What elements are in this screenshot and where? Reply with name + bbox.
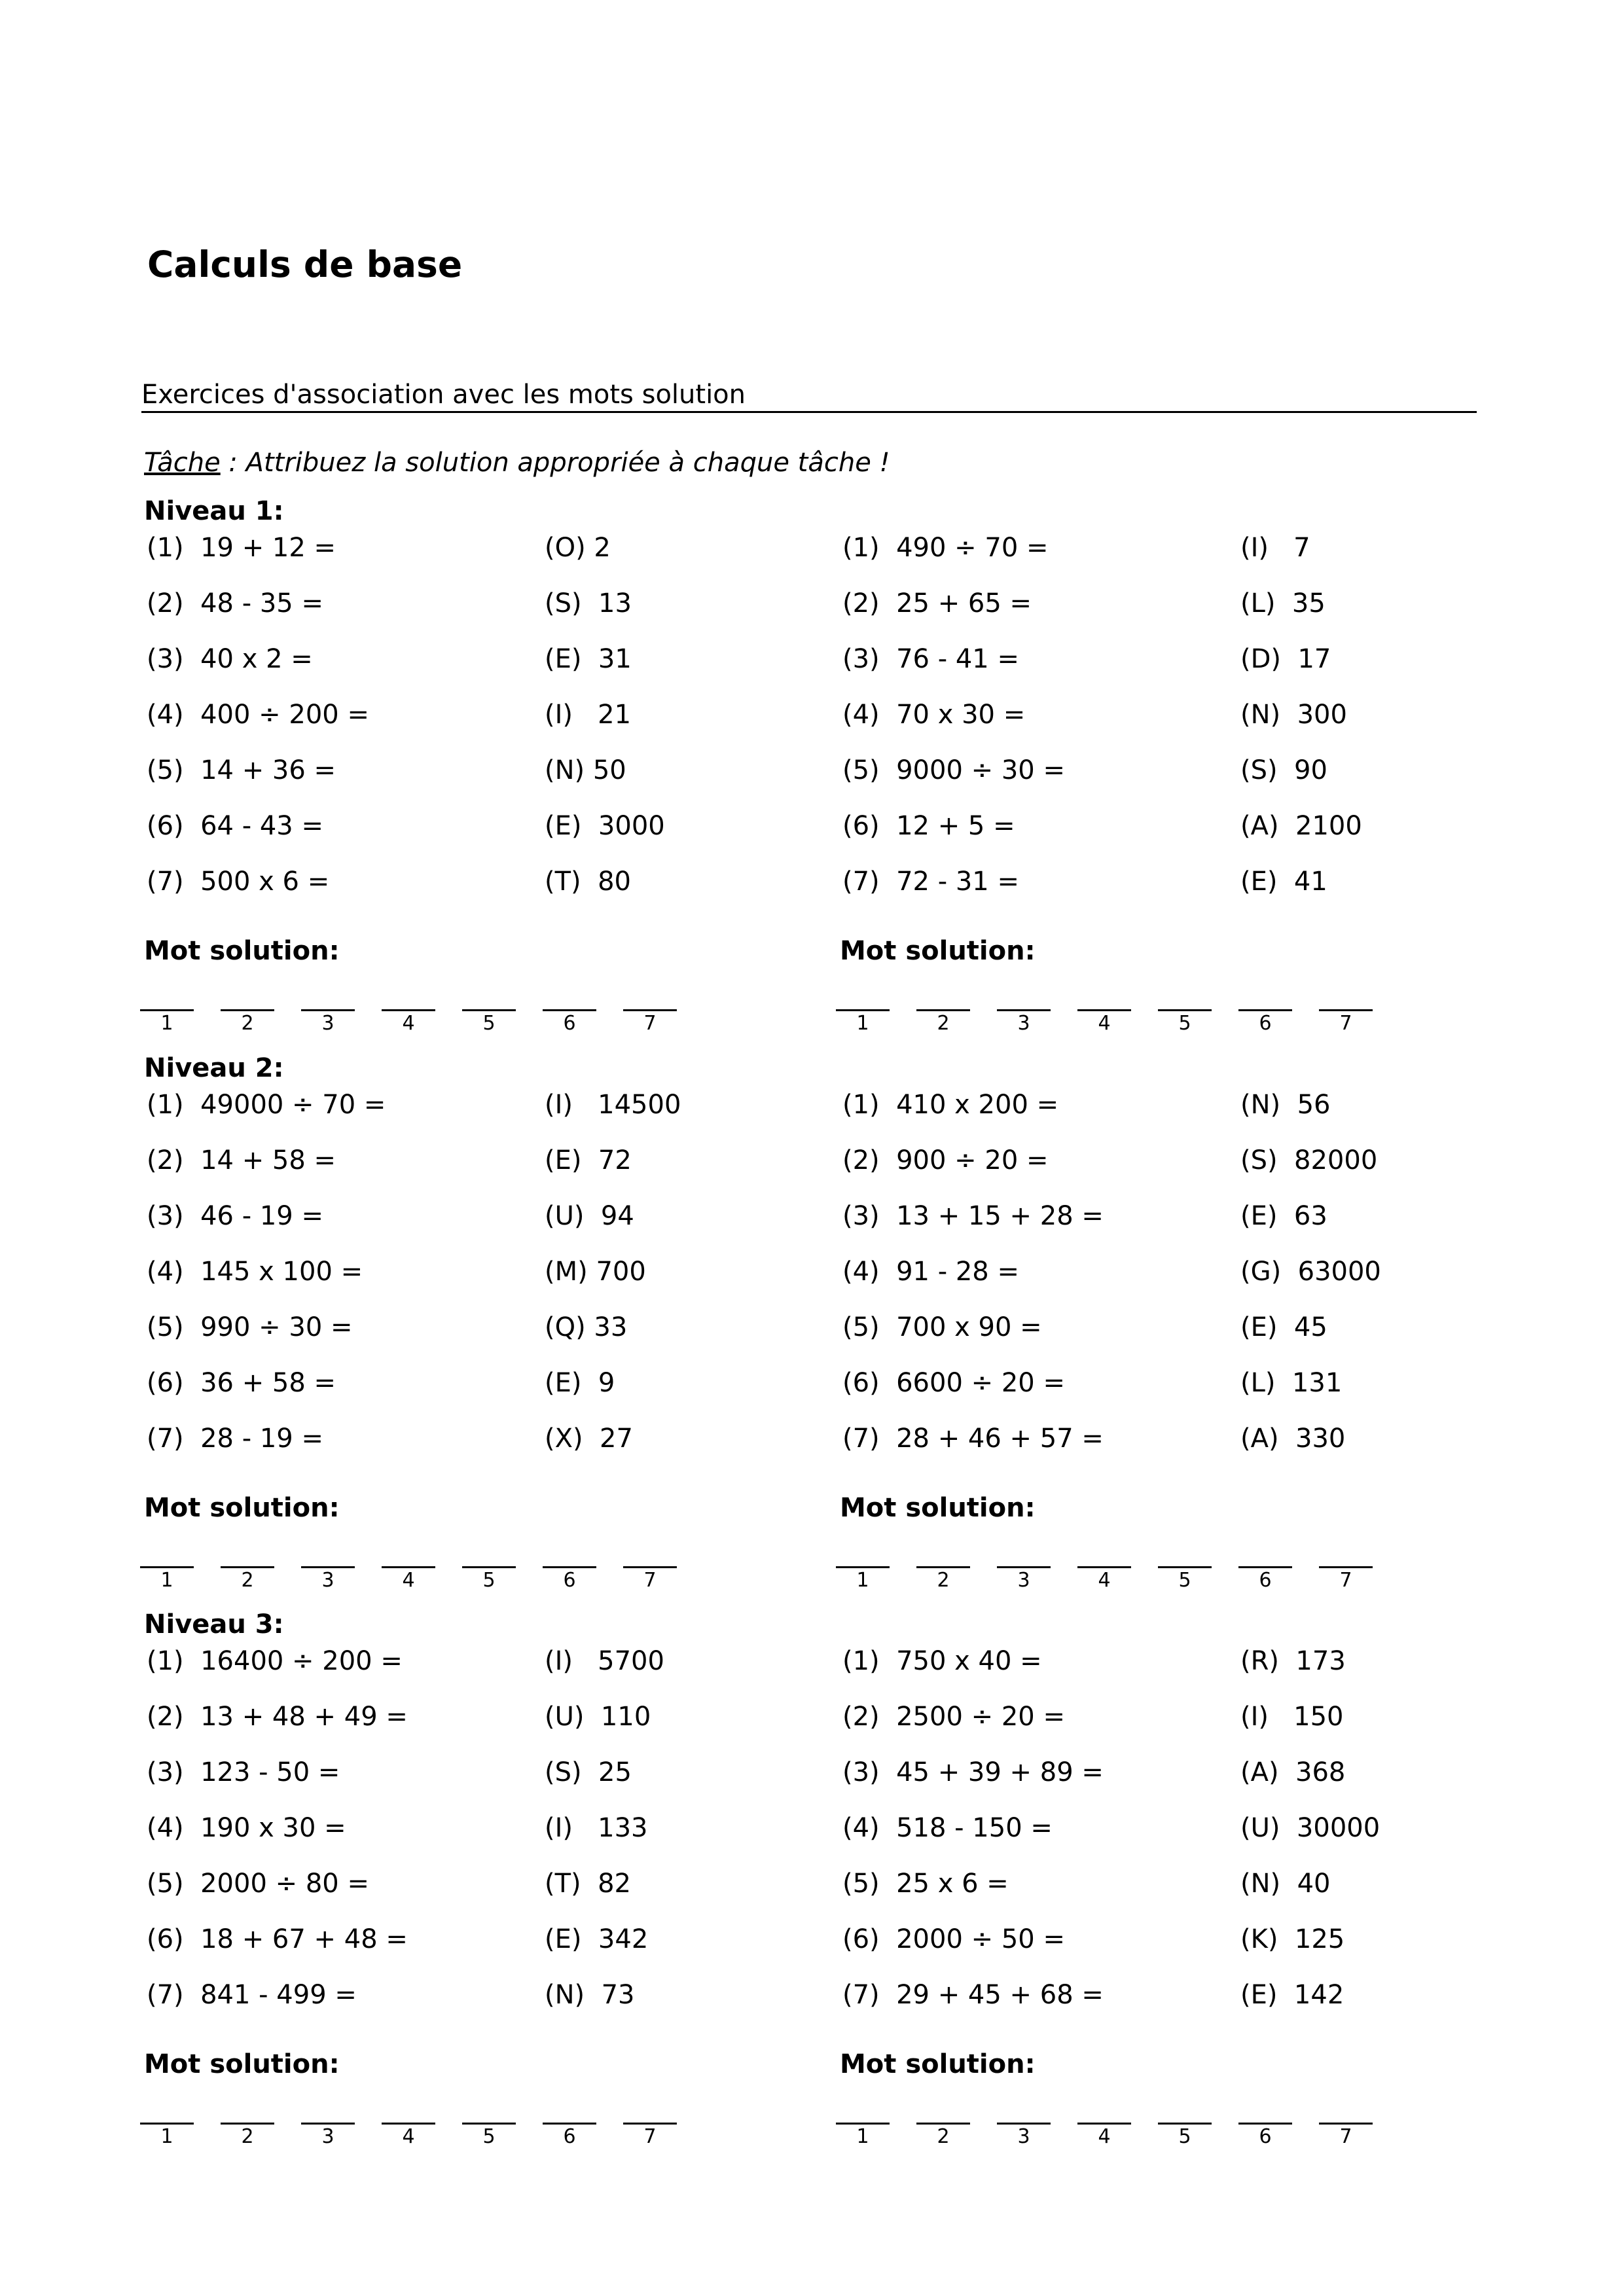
exercise-row bbox=[835, 1980, 1489, 2036]
exercise-row bbox=[139, 644, 793, 700]
answer-option: (K) 125 bbox=[1240, 1924, 1345, 1954]
solution-blank[interactable] bbox=[221, 983, 274, 1011]
exercise-task: (7) 500 x 6 = bbox=[147, 867, 330, 897]
blank-number: 7 bbox=[1339, 2125, 1352, 2148]
solution-blank[interactable] bbox=[916, 2096, 970, 2125]
solution-blank[interactable] bbox=[1319, 1540, 1373, 1568]
exercise-row bbox=[835, 755, 1489, 811]
answer-option: (E) 9 bbox=[545, 1368, 615, 1398]
exercise-row bbox=[835, 1145, 1489, 1201]
answer-option: (T) 80 bbox=[545, 867, 631, 897]
blank-number: 5 bbox=[1178, 2125, 1191, 2148]
solution-blanks bbox=[696, 2096, 1352, 2148]
answer-option: (L) 131 bbox=[1240, 1368, 1343, 1398]
exercise-task: (4) 145 x 100 = bbox=[147, 1257, 363, 1287]
solution-blank[interactable] bbox=[997, 2096, 1051, 2125]
answer-option: (I) 150 bbox=[1240, 1702, 1344, 1732]
answer-option: (N) 300 bbox=[1240, 700, 1347, 730]
exercise-row bbox=[139, 867, 793, 922]
blank-number: 3 bbox=[1017, 1012, 1030, 1035]
solution-blank[interactable] bbox=[836, 1540, 890, 1568]
answer-option: (E) 41 bbox=[1240, 867, 1327, 897]
answer-option: (S) 82000 bbox=[1240, 1145, 1378, 1175]
exercise-column-left bbox=[139, 1646, 793, 2036]
answer-option: (U) 30000 bbox=[1240, 1813, 1380, 1843]
blank-number: 6 bbox=[1259, 1569, 1272, 1592]
solution-blank[interactable] bbox=[462, 2096, 516, 2125]
blank-number: 2 bbox=[241, 1569, 254, 1592]
answer-option: (S) 90 bbox=[1240, 755, 1327, 785]
solution-blank[interactable] bbox=[221, 1540, 274, 1568]
solution-blank[interactable] bbox=[623, 2096, 677, 2125]
solution-blank[interactable] bbox=[1077, 2096, 1131, 2125]
exercise-row bbox=[139, 533, 793, 588]
exercise-task: (3) 45 + 39 + 89 = bbox=[842, 1757, 1104, 1787]
answer-option: (A) 330 bbox=[1240, 1424, 1346, 1454]
level-heading: Niveau 2: bbox=[144, 1053, 284, 1083]
solution-blank[interactable] bbox=[623, 1540, 677, 1568]
blank-number: 2 bbox=[937, 1012, 950, 1035]
exercise-row bbox=[139, 1757, 793, 1813]
answer-option: (N) 50 bbox=[545, 755, 626, 785]
exercise-task: (1) 19 + 12 = bbox=[147, 533, 336, 563]
exercise-task: (6) 12 + 5 = bbox=[842, 811, 1015, 841]
exercise-row bbox=[139, 1145, 793, 1201]
answer-option: (E) 342 bbox=[545, 1924, 649, 1954]
exercise-task: (5) 14 + 36 = bbox=[147, 755, 336, 785]
solution-blank[interactable] bbox=[1158, 983, 1212, 1011]
answer-option: (R) 173 bbox=[1240, 1646, 1346, 1676]
exercise-row bbox=[139, 1201, 793, 1257]
exercise-row bbox=[835, 1201, 1489, 1257]
page-title: Calculs de base bbox=[147, 243, 463, 285]
blank-number: 2 bbox=[241, 2125, 254, 2148]
blank-number: 5 bbox=[482, 1012, 496, 1035]
blank-number: 3 bbox=[321, 1012, 334, 1035]
solution-blank[interactable] bbox=[543, 2096, 596, 2125]
solution-blank[interactable] bbox=[916, 1540, 970, 1568]
exercise-task: (6) 64 - 43 = bbox=[147, 811, 323, 841]
exercise-task: (1) 49000 ÷ 70 = bbox=[147, 1090, 386, 1120]
solution-blank[interactable] bbox=[543, 983, 596, 1011]
exercise-row bbox=[139, 1368, 793, 1424]
answer-option: (A) 368 bbox=[1240, 1757, 1346, 1787]
solution-blank[interactable] bbox=[382, 1540, 435, 1568]
blank-number: 3 bbox=[321, 1569, 334, 1592]
blank-number: 6 bbox=[563, 1569, 576, 1592]
exercise-row bbox=[139, 1257, 793, 1312]
answer-option: (I) 14500 bbox=[545, 1090, 681, 1120]
solution-blank[interactable] bbox=[1077, 1540, 1131, 1568]
blank-number: 2 bbox=[937, 1569, 950, 1592]
solution-blank[interactable] bbox=[382, 983, 435, 1011]
blank-number: 1 bbox=[856, 1012, 869, 1035]
blank-number: 6 bbox=[1259, 2125, 1272, 2148]
blank-number: 4 bbox=[1098, 1569, 1111, 1592]
exercise-task: (4) 190 x 30 = bbox=[147, 1813, 346, 1843]
exercise-row bbox=[835, 1757, 1489, 1813]
solution-blank[interactable] bbox=[462, 1540, 516, 1568]
answer-option: (O) 2 bbox=[545, 533, 611, 563]
solution-blank[interactable] bbox=[836, 983, 890, 1011]
exercise-task: (5) 990 ÷ 30 = bbox=[147, 1312, 353, 1342]
exercise-row bbox=[835, 1257, 1489, 1312]
answer-option: (E) 142 bbox=[1240, 1980, 1344, 2010]
exercise-task: (2) 900 ÷ 20 = bbox=[842, 1145, 1049, 1175]
blank-number: 3 bbox=[1017, 1569, 1030, 1592]
exercise-row bbox=[835, 1869, 1489, 1924]
answer-option: (X) 27 bbox=[545, 1424, 633, 1454]
exercise-row bbox=[835, 700, 1489, 755]
blank-number: 4 bbox=[402, 1569, 415, 1592]
exercise-row bbox=[835, 1368, 1489, 1424]
mot-solution-label: Mot solution: bbox=[144, 936, 340, 966]
mot-solution-label: Mot solution: bbox=[840, 936, 1036, 966]
exercise-row bbox=[835, 1646, 1489, 1702]
answer-option: (U) 110 bbox=[545, 1702, 651, 1732]
blank-number: 1 bbox=[856, 1569, 869, 1592]
answer-option: (T) 82 bbox=[545, 1869, 631, 1899]
blank-number: 7 bbox=[643, 2125, 657, 2148]
solution-blanks bbox=[0, 983, 657, 1035]
blank-number: 4 bbox=[1098, 2125, 1111, 2148]
answer-option: (M) 700 bbox=[545, 1257, 646, 1287]
exercise-row bbox=[835, 1090, 1489, 1145]
exercise-row bbox=[835, 1924, 1489, 1980]
exercise-task: (2) 2500 ÷ 20 = bbox=[842, 1702, 1065, 1732]
solution-blank[interactable] bbox=[1319, 983, 1373, 1011]
mot-solution-label: Mot solution: bbox=[840, 1493, 1036, 1523]
solution-blank[interactable] bbox=[140, 2096, 194, 2125]
task-instruction bbox=[144, 448, 890, 478]
answer-option: (G) 63000 bbox=[1240, 1257, 1381, 1287]
blank-number: 7 bbox=[643, 1012, 657, 1035]
answer-option: (E) 72 bbox=[545, 1145, 632, 1175]
answer-option: (A) 2100 bbox=[1240, 811, 1362, 841]
answer-option: (D) 17 bbox=[1240, 644, 1331, 674]
blank-number: 4 bbox=[402, 2125, 415, 2148]
answer-option: (E) 45 bbox=[1240, 1312, 1327, 1342]
exercise-row bbox=[139, 1090, 793, 1145]
solution-blank[interactable] bbox=[462, 983, 516, 1011]
solution-blanks bbox=[0, 1540, 657, 1592]
exercise-task: (2) 13 + 48 + 49 = bbox=[147, 1702, 408, 1732]
exercise-task: (4) 518 - 150 = bbox=[842, 1813, 1053, 1843]
exercise-row bbox=[835, 1813, 1489, 1869]
answer-option: (Q) 33 bbox=[545, 1312, 628, 1342]
answer-option: (U) 94 bbox=[545, 1201, 634, 1231]
exercise-row bbox=[139, 1646, 793, 1702]
blank-number: 5 bbox=[482, 1569, 496, 1592]
solution-blank[interactable] bbox=[623, 983, 677, 1011]
solution-blank[interactable] bbox=[543, 1540, 596, 1568]
solution-blank[interactable] bbox=[140, 1540, 194, 1568]
solution-blank[interactable] bbox=[1077, 983, 1131, 1011]
subtitle: Exercices d'association avec les mots solution bbox=[141, 380, 1477, 413]
answer-option: (N) 56 bbox=[1240, 1090, 1331, 1120]
answer-option: (I) 21 bbox=[545, 700, 632, 730]
exercise-task: (6) 36 + 58 = bbox=[147, 1368, 336, 1398]
exercise-task: (7) 841 - 499 = bbox=[147, 1980, 357, 2010]
exercise-task: (1) 16400 ÷ 200 = bbox=[147, 1646, 403, 1676]
blank-number: 5 bbox=[482, 2125, 496, 2148]
exercise-column-left bbox=[139, 533, 793, 922]
answer-option: (I) 133 bbox=[545, 1813, 648, 1843]
exercise-task: (5) 700 x 90 = bbox=[842, 1312, 1042, 1342]
solution-blank[interactable] bbox=[140, 983, 194, 1011]
exercise-task: (3) 123 - 50 = bbox=[147, 1757, 340, 1787]
exercise-task: (1) 750 x 40 = bbox=[842, 1646, 1042, 1676]
solution-blank[interactable] bbox=[1158, 1540, 1212, 1568]
exercise-task: (7) 28 + 46 + 57 = bbox=[842, 1424, 1104, 1454]
exercise-row bbox=[139, 588, 793, 644]
exercise-row bbox=[139, 1312, 793, 1368]
solution-blanks bbox=[696, 1540, 1352, 1592]
blank-number: 4 bbox=[402, 1012, 415, 1035]
answer-option: (E) 31 bbox=[545, 644, 632, 674]
exercise-row bbox=[835, 1702, 1489, 1757]
answer-option: (I) 7 bbox=[1240, 533, 1310, 563]
answer-option: (N) 40 bbox=[1240, 1869, 1331, 1899]
exercise-task: (4) 70 x 30 = bbox=[842, 700, 1026, 730]
solution-blank[interactable] bbox=[836, 2096, 890, 2125]
blank-number: 3 bbox=[321, 2125, 334, 2148]
solution-blank[interactable] bbox=[1238, 983, 1292, 1011]
exercise-task: (3) 76 - 41 = bbox=[842, 644, 1019, 674]
exercise-task: (3) 40 x 2 = bbox=[147, 644, 313, 674]
exercise-task: (7) 29 + 45 + 68 = bbox=[842, 1980, 1104, 2010]
exercise-task: (3) 46 - 19 = bbox=[147, 1201, 323, 1231]
exercise-row bbox=[139, 700, 793, 755]
solution-blank[interactable] bbox=[997, 1540, 1051, 1568]
exercise-row bbox=[139, 811, 793, 867]
exercise-task: (2) 25 + 65 = bbox=[842, 588, 1032, 619]
exercise-task: (4) 91 - 28 = bbox=[842, 1257, 1019, 1287]
answer-option: (L) 35 bbox=[1240, 588, 1326, 619]
answer-option: (I) 5700 bbox=[545, 1646, 664, 1676]
exercise-column-left bbox=[139, 1090, 793, 1479]
exercise-task: (7) 28 - 19 = bbox=[147, 1424, 323, 1454]
solution-blank[interactable] bbox=[1238, 1540, 1292, 1568]
exercise-task: (5) 25 x 6 = bbox=[842, 1869, 1009, 1899]
blank-number: 2 bbox=[937, 2125, 950, 2148]
exercise-task: (1) 410 x 200 = bbox=[842, 1090, 1059, 1120]
blank-number: 3 bbox=[1017, 2125, 1030, 2148]
exercise-row bbox=[835, 1312, 1489, 1368]
exercise-row bbox=[835, 588, 1489, 644]
answer-option: (S) 25 bbox=[545, 1757, 632, 1787]
exercise-task: (5) 2000 ÷ 80 = bbox=[147, 1869, 369, 1899]
solution-blank[interactable] bbox=[916, 983, 970, 1011]
mot-solution-label: Mot solution: bbox=[840, 2049, 1036, 2079]
blank-number: 4 bbox=[1098, 1012, 1111, 1035]
exercise-row bbox=[835, 644, 1489, 700]
solution-blanks bbox=[696, 983, 1352, 1035]
answer-option: (E) 63 bbox=[1240, 1201, 1327, 1231]
blank-number: 1 bbox=[160, 1569, 173, 1592]
exercise-task: (4) 400 ÷ 200 = bbox=[147, 700, 369, 730]
blank-number: 2 bbox=[241, 1012, 254, 1035]
exercise-row bbox=[139, 1424, 793, 1479]
exercise-row bbox=[835, 867, 1489, 922]
exercise-task: (6) 18 + 67 + 48 = bbox=[147, 1924, 408, 1954]
exercise-task: (5) 9000 ÷ 30 = bbox=[842, 755, 1065, 785]
exercise-task: (3) 13 + 15 + 28 = bbox=[842, 1201, 1104, 1231]
exercise-row bbox=[835, 1424, 1489, 1479]
exercise-row bbox=[835, 533, 1489, 588]
exercise-row bbox=[139, 1924, 793, 1980]
task-label: Tâche bbox=[144, 448, 221, 478]
exercise-task: (6) 6600 ÷ 20 = bbox=[842, 1368, 1065, 1398]
exercise-task: (7) 72 - 31 = bbox=[842, 867, 1019, 897]
exercise-row bbox=[139, 1702, 793, 1757]
blank-number: 5 bbox=[1178, 1569, 1191, 1592]
exercise-row bbox=[139, 1813, 793, 1869]
exercise-row bbox=[139, 1869, 793, 1924]
solution-blank[interactable] bbox=[221, 2096, 274, 2125]
blank-number: 6 bbox=[563, 1012, 576, 1035]
solution-blank[interactable] bbox=[1158, 2096, 1212, 2125]
mot-solution-label: Mot solution: bbox=[144, 1493, 340, 1523]
exercise-row bbox=[139, 1980, 793, 2036]
blank-number: 1 bbox=[856, 2125, 869, 2148]
answer-option: (N) 73 bbox=[545, 1980, 635, 2010]
blank-number: 7 bbox=[1339, 1569, 1352, 1592]
blank-number: 7 bbox=[643, 1569, 657, 1592]
answer-option: (E) 3000 bbox=[545, 811, 665, 841]
blank-number: 1 bbox=[160, 2125, 173, 2148]
solution-blank[interactable] bbox=[301, 1540, 355, 1568]
exercise-column-right bbox=[835, 1090, 1489, 1479]
task-text: : Attribuez la solution appropriée à chaque tâche ! bbox=[220, 448, 890, 478]
mot-solution-label: Mot solution: bbox=[144, 2049, 340, 2079]
solution-blanks bbox=[0, 2096, 657, 2148]
exercise-task: (1) 490 ÷ 70 = bbox=[842, 533, 1049, 563]
solution-blank[interactable] bbox=[301, 983, 355, 1011]
exercise-column-right bbox=[835, 533, 1489, 922]
level-heading: Niveau 1: bbox=[144, 496, 284, 526]
solution-blank[interactable] bbox=[1319, 2096, 1373, 2125]
exercise-row bbox=[139, 755, 793, 811]
blank-number: 5 bbox=[1178, 1012, 1191, 1035]
solution-blank[interactable] bbox=[301, 2096, 355, 2125]
exercise-column-right bbox=[835, 1646, 1489, 2036]
solution-blank[interactable] bbox=[1238, 2096, 1292, 2125]
level-heading: Niveau 3: bbox=[144, 1609, 284, 1640]
exercise-task: (6) 2000 ÷ 50 = bbox=[842, 1924, 1065, 1954]
blank-number: 1 bbox=[160, 1012, 173, 1035]
solution-blank[interactable] bbox=[382, 2096, 435, 2125]
blank-number: 6 bbox=[563, 2125, 576, 2148]
blank-number: 7 bbox=[1339, 1012, 1352, 1035]
exercise-task: (2) 48 - 35 = bbox=[147, 588, 323, 619]
solution-blank[interactable] bbox=[997, 983, 1051, 1011]
blank-number: 6 bbox=[1259, 1012, 1272, 1035]
exercise-task: (2) 14 + 58 = bbox=[147, 1145, 336, 1175]
answer-option: (S) 13 bbox=[545, 588, 632, 619]
exercise-row bbox=[835, 811, 1489, 867]
